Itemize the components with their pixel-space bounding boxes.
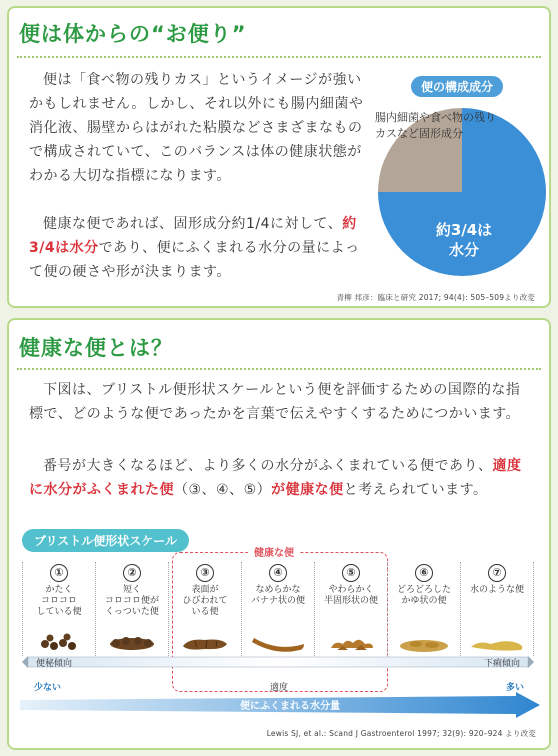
stool-composition-panel	[7, 6, 551, 308]
bristol-type-5	[314, 562, 387, 656]
bristol-scale-badge: ブリストル便形状スケール	[22, 529, 189, 552]
type-number: ②	[123, 564, 141, 582]
bristol-type-7	[460, 562, 534, 656]
type-number: ①	[50, 564, 68, 582]
section1-divider	[17, 56, 541, 58]
bristol-scale-row	[22, 562, 534, 656]
pie-solid-label: 腸内細菌や食べ物の残りカスなど固形成分	[375, 111, 496, 140]
s2-para2-text-c: と考えられています。	[343, 482, 488, 498]
type-description: 短く コロコロ便が くっついた便	[104, 585, 159, 617]
section2-divider	[17, 368, 541, 370]
type-description: どろどろした かゆ状の便	[396, 585, 451, 606]
para2-highlight: 約3/4は水分	[29, 216, 357, 256]
healthy-range-label: 健康な便	[248, 544, 300, 559]
s2-para2-highlight-1: 適度に水分がふくまれた便	[29, 458, 522, 498]
para2-text-a: 健康な便であれば、固形成分約1/4に対して、	[43, 216, 343, 232]
type-3-stool-icon	[169, 630, 242, 654]
section2-paragraph-2	[29, 454, 534, 502]
type-number: ⑥	[415, 564, 433, 582]
type-description: なめらかな バナナ状の便	[250, 585, 305, 606]
type-description: やわらかく 半固形状の便	[323, 585, 378, 606]
bristol-type-6	[387, 562, 460, 656]
type-6-stool-icon	[388, 630, 461, 654]
water-moderate-label: 適度	[270, 683, 289, 693]
water-less-label: 少ない	[34, 683, 62, 693]
type-number: ⑤	[342, 564, 360, 582]
s2-para2-text-a: 番号が大きくなるほど、より多くの水分がふくまれている便であり、	[43, 458, 493, 474]
section2-paragraph-1: 下図は、ブリストル便形状スケールという便を評価するための国際的な指標で、どのような便であったかを言葉で伝えやすくするためにつかいます。	[29, 382, 521, 422]
type-description: かたく コロコロ している便	[36, 585, 82, 617]
water-amount-label: 便にふくまれる水分量	[240, 701, 340, 712]
section1-citation: 青柳 邦彦：臨床と研究 2017; 94(4): 505–509より改変	[336, 293, 535, 302]
pie-water-label-line2: 水分	[448, 241, 479, 259]
bristol-type-1	[22, 562, 95, 656]
s2-para2-highlight-2: が健康な便	[271, 482, 344, 498]
type-1-stool-icon	[23, 630, 96, 654]
type-5-stool-icon	[315, 630, 388, 654]
pie-water-label	[409, 220, 519, 260]
bristol-type-3	[168, 562, 241, 656]
section2-title: 健康な便とは？	[19, 336, 173, 360]
section1-title: 便は体からの“お便り”	[19, 22, 247, 46]
pie-title-badge: 便の構成成分	[411, 76, 503, 97]
diarrhea-tendency-label: 下痢傾向	[483, 659, 520, 669]
tendency-bar	[22, 656, 534, 668]
section1-paragraph-1: 便は「食べ物の残りカス」というイメージが強いかもしれません。しかし、それ以外にも腸内細菌や消化液、腸壁からはがれた粘膜などさまざまなもので構成されていて、このバランスは体の健康状態がわかる大切な指標になります。	[29, 72, 364, 184]
type-description: 水のような便	[469, 585, 524, 595]
constipation-tendency-label: 便秘傾向	[36, 659, 73, 669]
section1-paragraph-2	[29, 212, 369, 284]
type-number: ③	[196, 564, 214, 582]
bristol-type-4	[241, 562, 314, 656]
section2-citation: Lewis SJ, et al.: Scand J Gastroenterol 1997; 32(9): 920–924 より改変	[266, 729, 536, 738]
type-number: ④	[269, 564, 287, 582]
water-more-label: 多い	[506, 683, 525, 693]
type-description: 表面が ひびわれて いる便	[182, 585, 228, 617]
bristol-type-2	[95, 562, 168, 656]
s2-para2-text-b: （③、④、⑤）	[174, 482, 272, 498]
type-4-stool-icon	[242, 630, 315, 654]
type-7-stool-icon	[461, 630, 534, 654]
para2-text-b: であり、便にふくまれる水分の量によって便の硬さや形が決まります。	[29, 240, 360, 280]
pie-water-label-line1: 約3/4は	[435, 221, 493, 239]
type-2-stool-icon	[96, 630, 169, 654]
type-number: ⑦	[488, 564, 506, 582]
